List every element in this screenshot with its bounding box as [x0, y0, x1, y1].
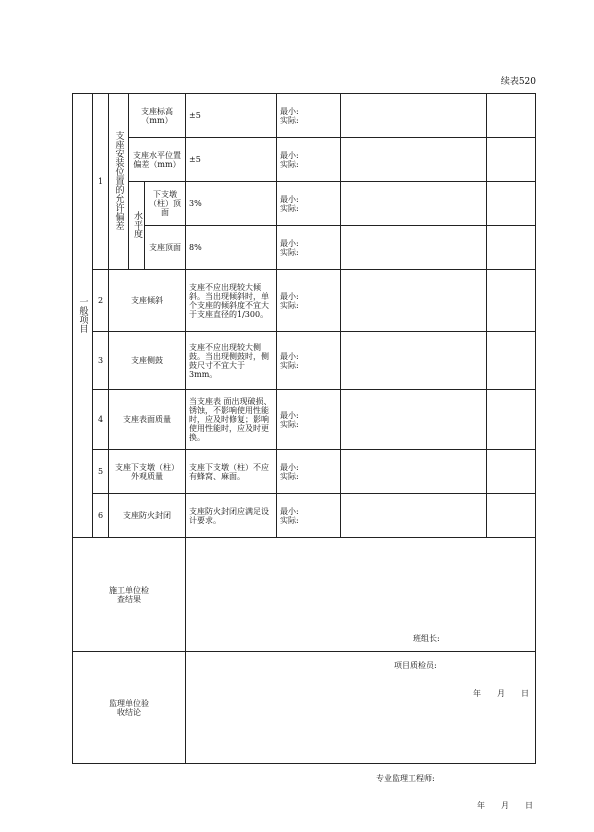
remark-cell[interactable] — [487, 94, 536, 138]
result-cell[interactable] — [341, 138, 487, 182]
inspection-table — [72, 93, 536, 810]
supervision-date: 年 月 日 — [477, 800, 534, 810]
result-cell[interactable] — [341, 94, 487, 138]
remark-cell[interactable] — [487, 138, 536, 182]
actual-label: 实际: — [280, 360, 299, 370]
item-number: 1 — [93, 94, 109, 270]
item-number: 3 — [93, 332, 109, 390]
result-cell[interactable] — [341, 390, 487, 450]
table-row — [73, 332, 536, 390]
actual-label: 实际: — [280, 515, 299, 525]
construction-row — [73, 538, 536, 652]
doc-reference: 续表520 — [500, 77, 536, 87]
standard: 支座防火封闭应满足设计要求。 — [186, 494, 277, 538]
level-label: 水平度 — [132, 211, 142, 238]
table-row — [73, 138, 536, 182]
construction-label-cell — [73, 538, 186, 652]
measure-cell — [277, 332, 341, 390]
remark-cell[interactable] — [487, 332, 536, 390]
engineer-label: 专业监理工程师: — [376, 773, 435, 783]
standard: 当支座表 面出现破损、锈蚀，不影响使用性能时，应及时修复；影响使用性能时，应及时更换。 — [186, 390, 277, 450]
min-label: 最小: — [280, 410, 299, 420]
general-items-label: 一般项目 — [77, 296, 88, 333]
item-name: 支座下支墩（柱）外观质量 — [109, 450, 186, 494]
result-cell[interactable] — [341, 494, 487, 538]
standard: ±5 — [186, 94, 277, 138]
measure-cell — [277, 94, 341, 138]
min-label: 最小: — [280, 238, 299, 248]
supervision-label-cell — [73, 652, 186, 764]
result-cell[interactable] — [341, 332, 487, 390]
min-label: 最小: — [280, 506, 299, 516]
remark-cell[interactable] — [487, 494, 536, 538]
table-row — [73, 390, 536, 450]
measure-cell — [277, 138, 341, 182]
min-label: 最小: — [280, 351, 299, 361]
actual-label: 实际: — [280, 419, 299, 429]
table-row — [73, 182, 536, 226]
item-name: 支座表面质量 — [109, 390, 186, 450]
result-cell[interactable] — [341, 450, 487, 494]
construction-date: 年 月 日 — [473, 688, 530, 698]
table-row — [73, 270, 536, 332]
item-name: 支座顶面 — [145, 226, 186, 270]
item-name: 下支墩（柱）顶面 — [145, 182, 186, 226]
item-number: 6 — [93, 494, 109, 538]
supervision-label: 监理单位验收结论 — [109, 698, 149, 717]
level-label-cell — [129, 182, 145, 270]
actual-label: 实际: — [280, 159, 299, 169]
actual-label: 实际: — [280, 247, 299, 257]
inspector-label: 项目质检员: — [394, 660, 437, 670]
standard: 3% — [186, 182, 277, 226]
remark-cell[interactable] — [487, 226, 536, 270]
standard: 8% — [186, 226, 277, 270]
construction-sign-cell[interactable] — [186, 538, 536, 698]
standard: 支座不应出现较大侧鼓。当出现侧鼓时，侧鼓尺寸不宜大于3mm。 — [186, 332, 277, 390]
item-name: 支座防火封闭 — [109, 494, 186, 538]
min-label: 最小: — [280, 194, 299, 204]
measure-cell — [277, 270, 341, 332]
item-name: 支座侧鼓 — [109, 332, 186, 390]
actual-label: 实际: — [280, 300, 299, 310]
measure-cell — [277, 226, 341, 270]
table-row — [73, 450, 536, 494]
item-name: 支座水平位置偏差（mm） — [129, 138, 186, 182]
measure-cell — [277, 390, 341, 450]
table-row — [73, 494, 536, 538]
item-name: 支座倾斜 — [109, 270, 186, 332]
remark-cell[interactable] — [487, 270, 536, 332]
remark-cell[interactable] — [487, 390, 536, 450]
supervision-row — [73, 652, 536, 764]
actual-label: 实际: — [280, 203, 299, 213]
actual-label: 实际: — [280, 115, 299, 125]
supervision-sign-cell[interactable] — [186, 652, 536, 810]
group-label-cell — [109, 94, 129, 270]
result-cell[interactable] — [341, 270, 487, 332]
min-label: 最小: — [280, 462, 299, 472]
min-label: 最小: — [280, 150, 299, 160]
min-label: 最小: — [280, 106, 299, 116]
standard: 支座下支墩（柱）不应有蜂窝、麻面。 — [186, 450, 277, 494]
measure-cell — [277, 450, 341, 494]
construction-label: 施工单位检查结果 — [109, 585, 149, 604]
result-cell[interactable] — [341, 182, 487, 226]
standard: 支座不应出现较大倾斜。当出现倾斜时，单个支座的倾斜度不宜大于支座直径的1/300。 — [186, 270, 277, 332]
result-cell[interactable] — [341, 226, 487, 270]
team-leader-label: 班组长: — [413, 633, 440, 643]
item-number: 5 — [93, 450, 109, 494]
group-label: 支座安装位置的允许偏差 — [113, 131, 124, 230]
item-number: 4 — [93, 390, 109, 450]
table-row — [73, 94, 536, 138]
item-name: 支座标高（mm） — [129, 94, 186, 138]
standard: ±5 — [186, 138, 277, 182]
remark-cell[interactable] — [487, 182, 536, 226]
min-label: 最小: — [280, 291, 299, 301]
measure-cell — [277, 182, 341, 226]
measure-cell — [277, 494, 341, 538]
remark-cell[interactable] — [487, 450, 536, 494]
actual-label: 实际: — [280, 471, 299, 481]
general-items-label-cell — [73, 94, 93, 538]
item-number: 2 — [93, 270, 109, 332]
